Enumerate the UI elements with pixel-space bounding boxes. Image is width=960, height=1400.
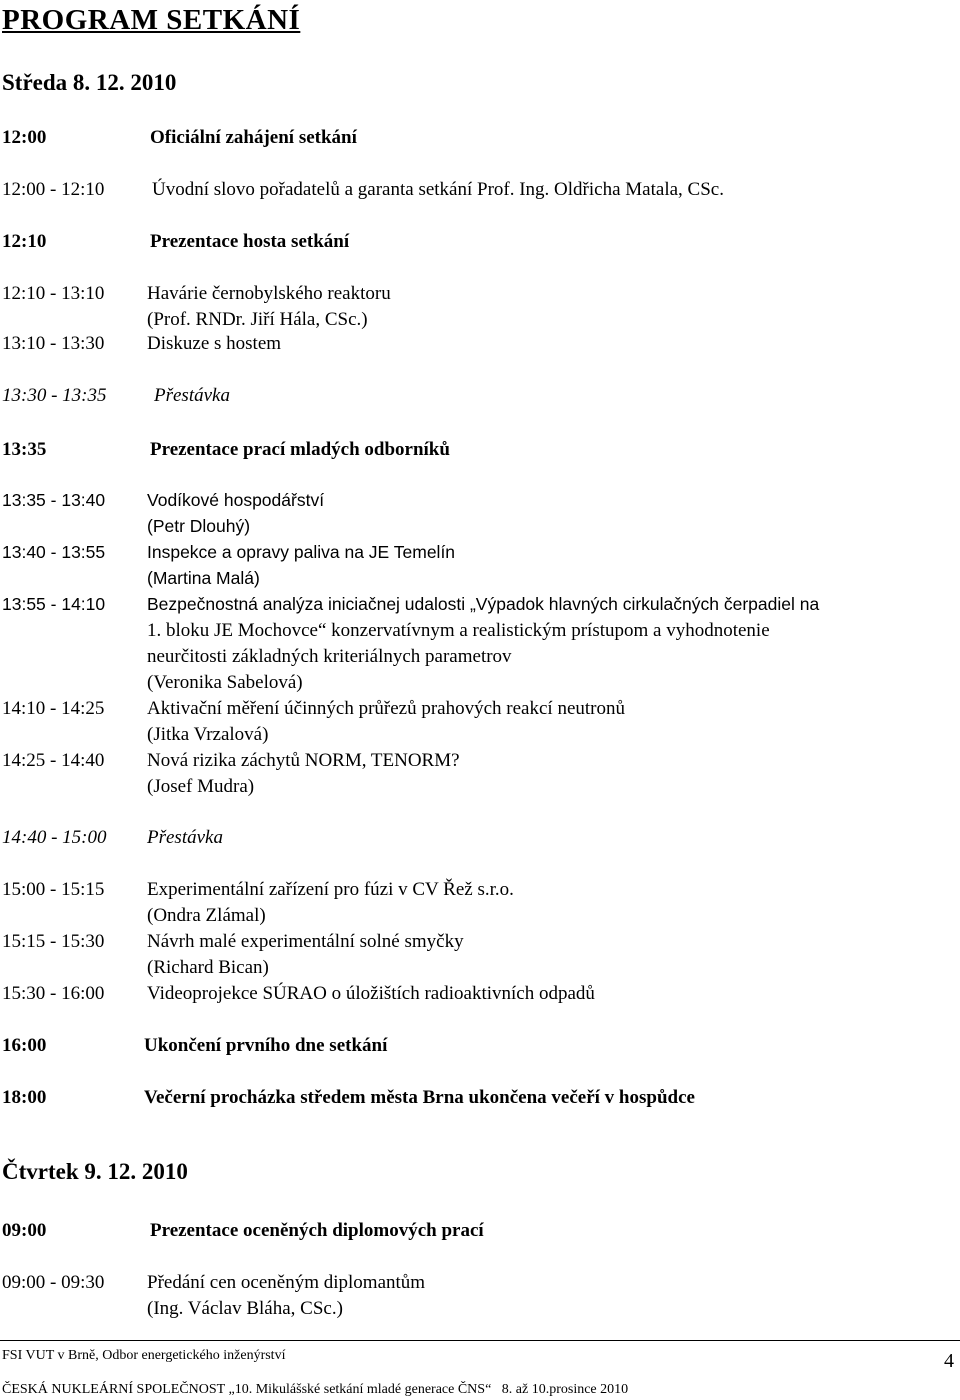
- schedule-time: 13:10 - 13:30: [2, 333, 105, 354]
- schedule-item: Ukončení prvního dne setkání: [144, 1035, 388, 1056]
- schedule-time: 15:15 - 15:30: [2, 931, 105, 952]
- schedule-item: Vodíkové hospodářství: [147, 490, 325, 510]
- footer-rule: [0, 1340, 960, 1341]
- schedule-item: Prezentace hosta setkání: [150, 231, 350, 252]
- break-label: Přestávka: [147, 827, 223, 848]
- day-heading: Středa 8. 12. 2010: [2, 70, 177, 95]
- schedule-item: Návrh malé experimentální solné smyčky: [147, 931, 464, 952]
- schedule-time: 13:35: [2, 439, 47, 460]
- schedule-speaker: (Veronika Sabelová): [147, 672, 303, 693]
- day-heading: Čtvrtek 9. 12. 2010: [2, 1159, 188, 1184]
- schedule-item: Inspekce a opravy paliva na JE Temelín: [147, 542, 456, 562]
- schedule-item-line2: 1. bloku JE Mochovce“ konzervatívnym a realistickým prístupom a vyhodnotenie: [147, 620, 770, 641]
- schedule-item: Úvodní slovo pořadatelů a garanta setkání Prof. Ing. Oldřicha Matala, CSc.: [152, 179, 724, 200]
- schedule-time: 09:00: [2, 1220, 47, 1241]
- schedule-item: Oficiální zahájení setkání: [150, 127, 357, 148]
- schedule-time: 15:30 - 16:00: [2, 983, 105, 1004]
- schedule-speaker: (Petr Dlouhý): [147, 516, 251, 536]
- schedule-time: 13:35 - 13:40: [2, 490, 106, 510]
- footer-institution: FSI VUT v Brně, Odbor energetického inženýrství: [2, 1348, 286, 1363]
- schedule-time: 13:55 - 14:10: [2, 594, 106, 614]
- schedule-time: 12:00: [2, 127, 47, 148]
- schedule-item: Havárie černobylského reaktoru: [147, 283, 391, 304]
- schedule-speaker: (Ing. Václav Bláha, CSc.): [147, 1298, 343, 1319]
- schedule-time: 12:10: [2, 231, 47, 252]
- page-number: 4: [944, 1350, 954, 1372]
- schedule-item: Nová rizika záchytů NORM, TENORM?: [147, 750, 460, 771]
- schedule-item: Experimentální zařízení pro fúzi v CV Řež s.r.o.: [147, 879, 514, 900]
- schedule-item: Prezentace prací mladých odborníků: [150, 439, 450, 460]
- schedule-speaker: (Josef Mudra): [147, 776, 255, 797]
- schedule-speaker: (Martina Malá): [147, 568, 260, 588]
- schedule-item: Večerní procházka středem města Brna ukončena večeří v hospůdce: [144, 1087, 695, 1108]
- page-title: PROGRAM SETKÁNÍ: [2, 4, 301, 36]
- schedule-speaker: (Richard Bican): [147, 957, 269, 978]
- schedule-time: 16:00: [2, 1035, 47, 1056]
- schedule-item: Videoprojekce SÚRAO o úložištích radioaktivních odpadů: [147, 983, 595, 1004]
- break-label: Přestávka: [154, 385, 230, 406]
- schedule-time: 12:00 - 12:10: [2, 179, 105, 200]
- schedule-time: 13:30 - 13:35: [2, 385, 107, 406]
- schedule-time: 09:00 - 09:30: [2, 1272, 105, 1293]
- schedule-time: 18:00: [2, 1087, 47, 1108]
- schedule-item: Diskuze s hostem: [147, 333, 282, 354]
- footer-event: ČESKÁ NUKLEÁRNÍ SPOLEČNOST „10. Mikulášské setkání mladé generace ČNS“ 8. až 10.prosince 2010: [2, 1382, 629, 1397]
- schedule-time: 15:00 - 15:15: [2, 879, 105, 900]
- schedule-time: 13:40 - 13:55: [2, 542, 106, 562]
- schedule-item: Prezentace oceněných diplomových prací: [150, 1220, 484, 1241]
- schedule-time: 14:40 - 15:00: [2, 827, 107, 848]
- schedule-time: 14:10 - 14:25: [2, 698, 105, 719]
- schedule-speaker: (Prof. RNDr. Jiří Hála, CSc.): [147, 309, 368, 330]
- schedule-speaker: (Ondra Zlámal): [147, 905, 266, 926]
- schedule-item-line3: neurčitosti základných kriteriálnych parametrov: [147, 646, 512, 667]
- schedule-item: Předání cen oceněným diplomantům: [147, 1272, 426, 1293]
- schedule-speaker: (Jitka Vrzalová): [147, 724, 269, 745]
- schedule-item: Aktivační měření účinných průřezů prahových reakcí neutronů: [147, 698, 625, 719]
- schedule-item: Bezpečnostná analýza iniciačnej udalosti „Výpadok hlavných cirkulačných čerpadiel na: [147, 594, 820, 614]
- schedule-time: 12:10 - 13:10: [2, 283, 105, 304]
- schedule-time: 14:25 - 14:40: [2, 750, 105, 771]
